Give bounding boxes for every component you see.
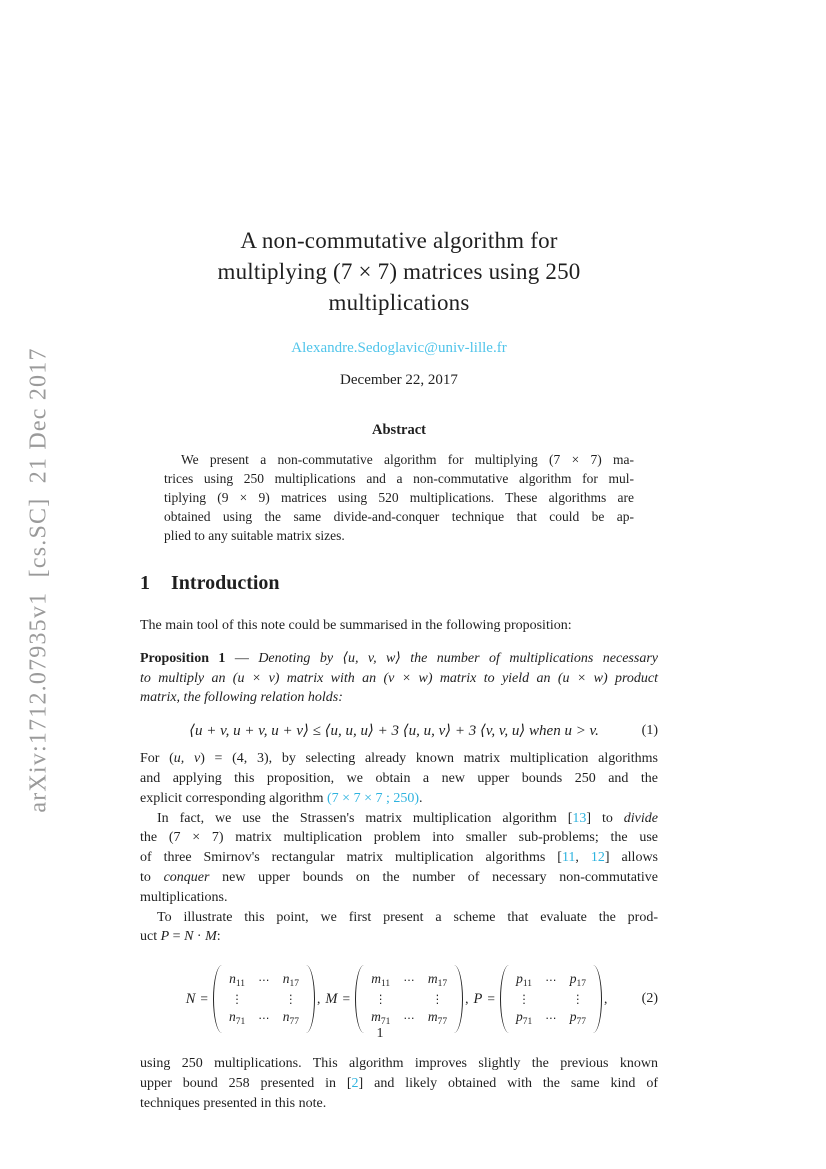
equals-sign: = [200, 991, 208, 1007]
text-line [140, 669, 658, 689]
matrix-cell: ⋮ [518, 992, 530, 1007]
author-email-link[interactable]: Alexandre.Sedoglavic@univ-lille.fr [291, 340, 507, 356]
matrix-cell: $m_{71}$ [371, 1009, 391, 1028]
matrix-N [186, 965, 315, 1033]
text-segment: : [216, 929, 221, 945]
text-segment: obtained using the same divide-and-conquer technique that could be ap- [164, 509, 634, 524]
matrix-cell: $p_{17}$ [569, 971, 586, 990]
text-segment: divide [623, 810, 658, 826]
text-segment: P [160, 929, 170, 945]
matrix-cell: $p_{77}$ [569, 1009, 586, 1028]
text-segment: — [225, 650, 259, 666]
matrix-cell: ⋯ [258, 973, 270, 988]
text-segment: To illustrate this point, we first present a scheme that evaluate the prod- [157, 909, 658, 925]
text-line [140, 688, 658, 708]
paper-title [140, 225, 658, 318]
author-row [140, 340, 658, 357]
text-line [140, 828, 658, 848]
matrix-cell: $n_{71}$ [228, 1009, 246, 1028]
text-line [140, 927, 658, 947]
cite-link-12[interactable]: 12 [590, 850, 605, 866]
text-segment: u, v [173, 751, 201, 767]
matrix-cell: $p_{71}$ [515, 1009, 533, 1028]
matrix-entries [369, 968, 449, 1030]
text-line [140, 888, 658, 908]
right-paren [592, 965, 602, 1033]
text-line [140, 1054, 658, 1074]
matrix-entries [227, 968, 301, 1030]
equals-sign: = [487, 991, 495, 1007]
matrix-name: P [473, 990, 483, 1007]
matrix-cell: $n_{11}$ [229, 971, 246, 990]
left-paren [213, 965, 223, 1033]
text-segment: plied to any suitable matrix sizes. [164, 528, 345, 543]
left-paren [500, 965, 510, 1033]
matrix-separator: , [316, 990, 321, 1006]
text-segment: conquer [163, 869, 210, 885]
abstract-heading: Abstract [372, 422, 426, 438]
text-segment: ] to [586, 810, 624, 826]
arxiv-algorithm-link[interactable]: (7 × 7 × 7 ; 250) [327, 790, 420, 806]
equation-2-matrices [186, 965, 613, 1033]
equation-1-body: ⟨u + v, u + v, u + v⟩ ≤ ⟨u, u, u⟩ + 3 ⟨u, u, v⟩ + 3 ⟨v, v, u⟩ when u > v. [189, 723, 599, 740]
matrix-cell: ⋮ [572, 992, 584, 1007]
text-segment: tiplying (9 × 9) matrices using 520 multiplications. These algorithms are [164, 490, 634, 505]
equation-2-tag: (2) [641, 991, 658, 1007]
text-segment: the (7 × 7) matrix multiplication problem into smaller sub-problems; the use [140, 830, 658, 846]
title-line: A non-commutative algorithm for [240, 228, 558, 253]
text-segment: to multiply an (u × v) matrix with an (v × w) matrix to yield an (u × w) product [140, 670, 658, 686]
paragraph-main-tool [140, 616, 658, 636]
text-segment: ] and likely obtained with the same kind of [358, 1075, 658, 1091]
arxiv-stamp: arXiv:1712.07935v1 [cs.SC] 21 Dec 2017 [25, 347, 52, 813]
text-segment: ] allows [604, 850, 659, 866]
text-line [140, 769, 658, 789]
cite-link-2[interactable]: 2 [351, 1075, 359, 1091]
text-segment: of three Smirnov's rectangular matrix multiplication algorithms [ [140, 850, 562, 866]
matrix-name: M [325, 990, 338, 1007]
text-segment: In fact, we use the Strassen's matrix multiplication algorithm [ [157, 810, 573, 826]
matrix-cell: $n_{77}$ [282, 1009, 299, 1028]
text-line [140, 908, 658, 928]
cite-link-11[interactable]: 11 [561, 850, 576, 866]
matrix-cell: ⋮ [285, 992, 297, 1007]
page-number: 1 [376, 1026, 384, 1041]
proposition-1 [140, 649, 658, 708]
equation-1-tag: (1) [641, 722, 658, 738]
text-segment: uct [140, 929, 161, 945]
matrix-separator: , [603, 990, 608, 1006]
equals-sign: = [342, 991, 351, 1007]
text-line [140, 868, 658, 888]
text-segment: The main tool of this note could be summarised in the following proposition: [140, 618, 572, 633]
text-line [140, 848, 658, 868]
text-line [164, 450, 634, 469]
matrix-cell: ⋮ [374, 992, 387, 1007]
paper-date: December 22, 2017 [340, 372, 458, 388]
text-segment: , [575, 850, 591, 866]
matrix-cell: ⋯ [545, 1011, 557, 1026]
matrix-cell: $m_{11}$ [371, 971, 391, 990]
abstract-text [164, 450, 634, 545]
text-segment: techniques presented in this note. [140, 1095, 327, 1111]
text-line [140, 809, 658, 829]
section-title: Introduction [171, 572, 280, 594]
text-line [164, 526, 634, 545]
matrix-entries [514, 968, 588, 1030]
section-number: 1 [140, 572, 150, 594]
matrix-cell: $n_{17}$ [282, 971, 299, 990]
matrix-cell: ⋯ [545, 973, 557, 988]
matrix-cell: $m_{77}$ [427, 1009, 448, 1028]
right-paren [305, 965, 315, 1033]
right-paren [453, 965, 463, 1033]
text-segment: Denoting by ⟨u, v, w⟩ the number of multiplications necessary [258, 650, 658, 666]
text-line [140, 749, 658, 769]
left-paren [355, 965, 365, 1033]
text-line [164, 507, 634, 526]
text-segment: trices using 250 multiplications and a non-commutative algorithm for mul- [164, 471, 634, 486]
text-line [140, 649, 658, 669]
text-segment: new upper bounds on the number of necessary non-commutative [209, 869, 658, 885]
text-line [164, 469, 634, 488]
title-line: multiplications [328, 290, 470, 315]
text-segment: upper bound 258 presented in [ [140, 1075, 352, 1091]
matrix-cell: ⋮ [231, 992, 243, 1007]
paragraph-for-uv [140, 749, 658, 808]
text-segment: M [205, 929, 217, 945]
matrix-separator: , [465, 990, 469, 1006]
matrix-M [325, 965, 463, 1033]
text-segment: and applying this proposition, we obtain a new upper bounds 250 and the [140, 770, 658, 786]
matrix-cell: $p_{11}$ [516, 971, 533, 990]
text-segment: We present a non-commutative algorithm for multiplying (7 × 7) ma- [181, 452, 634, 467]
title-line: multiplying (7 × 7) matrices using 250 [217, 259, 581, 284]
text-segment: explicit corresponding algorithm [140, 790, 328, 806]
equation-1 [140, 721, 658, 740]
text-segment: using 250 multiplications. This algorithm improves slightly the previous known [140, 1056, 658, 1072]
matrix-cell: ⋯ [403, 1011, 415, 1026]
text-segment: = [169, 929, 185, 945]
text-segment: For ( [140, 751, 174, 767]
matrix-cell: $m_{17}$ [427, 971, 448, 990]
text-line [140, 1074, 658, 1094]
text-line [140, 1094, 658, 1114]
text-segment: Proposition 1 [140, 650, 226, 666]
text-segment: to [140, 869, 164, 885]
text-segment: ) = (4, 3), by selecting already known matrix multiplication algorithms [200, 751, 658, 767]
text-line [140, 616, 658, 636]
paper-content [140, 0, 658, 1114]
cite-link-13[interactable]: 13 [572, 810, 587, 826]
text-segment: . [419, 790, 423, 806]
text-line [164, 488, 634, 507]
matrix-cell: ⋯ [258, 1011, 270, 1026]
section-heading [140, 572, 658, 595]
matrix-cell: ⋮ [431, 992, 444, 1007]
matrix-name: N [185, 990, 196, 1007]
matrix-P [473, 965, 601, 1033]
matrix-cell: ⋯ [403, 973, 415, 988]
text-segment: · [193, 929, 206, 945]
paragraph-in-fact [140, 809, 658, 908]
text-segment: N [184, 929, 194, 945]
paragraph-to-illustrate [140, 908, 658, 948]
text-segment: multiplications. [140, 889, 228, 905]
text-line [140, 789, 658, 809]
paragraph-using-250 [140, 1054, 658, 1113]
text-segment: matrix, the following relation holds: [140, 690, 343, 706]
